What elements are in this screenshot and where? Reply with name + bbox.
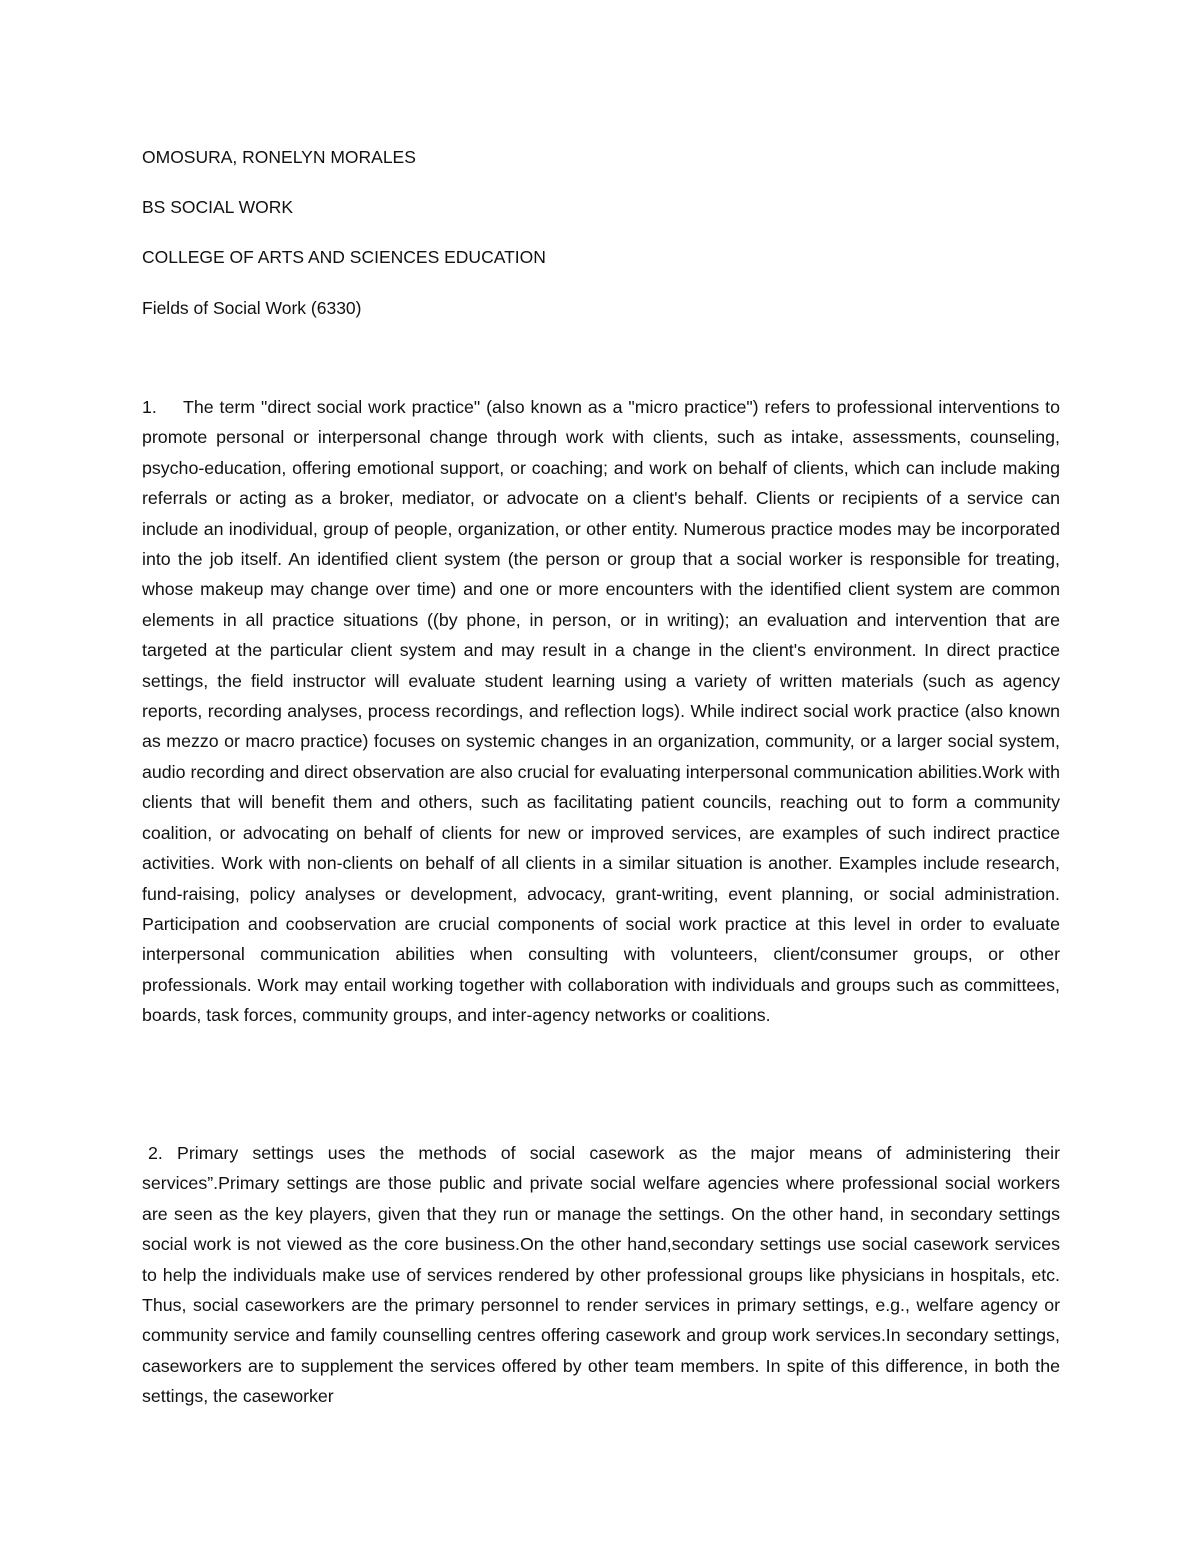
answer-text-2: 2. Primary settings uses the methods of social casework as the major means of administering their services”.Primary settings are those public and private social welfare agencies where professional social workers are seen as the key players, given that they run or manage the settings. On the other hand, in secondary settings social work is not viewed as the core business.On the other hand,secondary settings use social casework services to help the individuals make use of services rendered by other professional groups like physicians in hospitals, etc. Thus, social caseworkers are the primary personnel to render services in primary settings, e.g., welfare agency or community service and family counselling centres offering casework and group work services.In secondary settings, caseworkers are to supplement the services offered by other team members. In spite of this difference, in both the settings, the caseworker xyxy=(142,1143,1060,1407)
course-title: Fields of Social Work (6330) xyxy=(142,298,362,318)
student-name: OMOSURA, RONELYN MORALES xyxy=(142,147,416,167)
program-name: BS SOCIAL WORK xyxy=(142,197,294,217)
answer-paragraph-2 xyxy=(142,1138,1060,1412)
answer-text-1: The term "direct social work practice" (also known as a "micro practice") refers to professional interventions to promote personal or interpersonal change through work with clients, such as intake, assessments, counseling, psycho-education, offering emotional support, or coaching; and work on behalf of clients, which can include making referrals or acting as a broker, mediator, or advocate on a client's behalf. Clients or recipients of a service can include an inodividual, group of people, organization, or other entity. Numerous practice modes may be incorporated into the job itself. An identified client system (the person or group that a social worker is responsible for treating, whose makeup may change over time) and one or more encounters with the identified client system are common elements in all practice situations ((by phone, in person, or in writing); an evaluation and intervention that are targeted at the particular client system and may result in a change in the client's environment. In direct practice settings, the field instructor will evaluate student learning using a variety of written materials (such as agency reports, recording analyses, process recordings, and reflection logs). While indirect social work practice (also known as mezzo or macro practice) focuses on systemic changes in an organization, community, or a larger social system, audio recording and direct observation are also crucial for evaluating interpersonal communication abilities.Work with clients that will benefit them and others, such as facilitating patient councils, reaching out to form a community coalition, or advocating on behalf of clients for new or improved services, are examples of such indirect practice activities. Work with non-clients on behalf of all clients in a similar situation is another. Examples include research, fund-raising, policy analyses or development, advocacy, grant-writing, event planning, or social administration. Participation and coobservation are crucial components of social work practice at this level in order to evaluate interpersonal communication abilities when consulting with volunteers, client/consumer groups, or other professionals. Work may entail working together with collaboration with individuals and groups such as committees, boards, task forces, community groups, and inter-agency networks or coalitions. xyxy=(142,397,1060,1026)
item-number-1: 1. xyxy=(142,397,157,417)
college-name: COLLEGE OF ARTS AND SCIENCES EDUCATION xyxy=(142,247,546,267)
answer-paragraph-1 xyxy=(142,392,1060,1031)
